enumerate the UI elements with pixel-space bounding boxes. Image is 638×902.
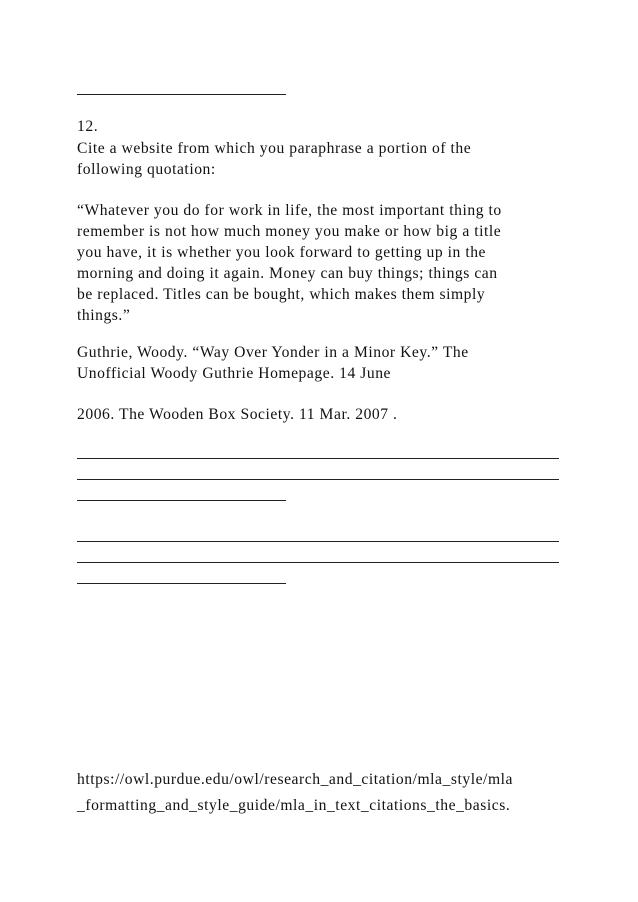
reference-url-line-1: https://owl.purdue.edu/owl/research_and_citation/mla_style/mla [77,771,513,788]
citation-line-2: Unofficial Woody Guthrie Homepage. 14 June [77,365,392,382]
question-number: 12. [77,118,99,135]
answer-line-2 [77,479,559,480]
answer-line-previous [77,94,286,95]
question-prompt-line-2: following quotation: [77,161,216,178]
quotation-line-3: you have, it is whether you look forward to getting up in the [77,244,487,261]
citation-line-1: Guthrie, Woody. “Way Over Yonder in a Minor Key.” The [77,344,469,361]
quotation-line-2: remember is not how much money you make or how big a title [77,223,502,240]
answer-line-5 [77,562,559,563]
answer-line-1 [77,458,559,459]
quotation-line-5: be replaced. Titles can be bought, which makes them simply [77,286,486,303]
question-prompt-line-1: Cite a website from which you paraphrase a portion of the [77,140,472,157]
reference-url-line-2: _formatting_and_style_guide/mla_in_text_citations_the_basics. [77,797,511,814]
quotation-line-6: things.” [77,307,131,324]
citation-line-3: 2006. The Wooden Box Society. 11 Mar. 2007 . [77,406,398,423]
quotation-line-4: morning and doing it again. Money can buy things; things can [77,265,498,282]
answer-line-6 [77,583,286,584]
answer-line-3 [77,500,286,501]
answer-line-4 [77,541,559,542]
quotation-line-1: “Whatever you do for work in life, the most important thing to [77,202,502,219]
